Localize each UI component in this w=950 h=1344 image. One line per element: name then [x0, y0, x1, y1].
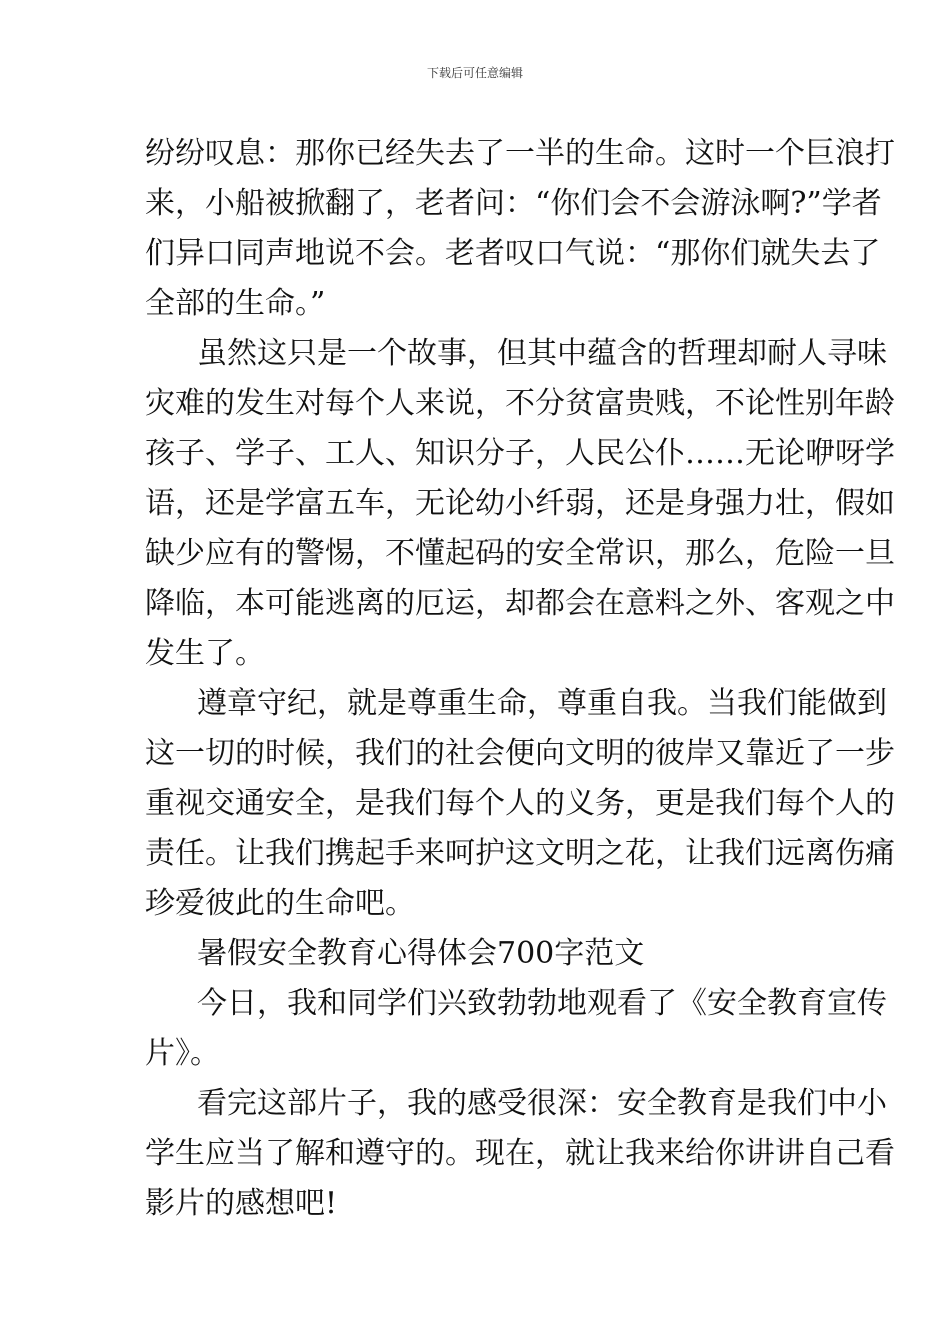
text-line: 重视交通安全，是我们每个人的义务，更是我们每个人的: [145, 786, 895, 821]
text-line: 学生应当了解和遵守的。现在，就让我来给你讲讲自己看: [145, 1136, 895, 1171]
text-line: 遵章守纪，就是尊重生命，尊重自我。当我们能做到: [197, 686, 887, 721]
paragraph-obey-rules: [145, 679, 895, 929]
text-line: 责任。让我们携起手来呵护这文明之花，让我们远离伤痛: [145, 836, 895, 871]
text-line: 虽然这只是一个故事，但其中蕴含的哲理却耐人寻味: [197, 336, 887, 371]
paragraph-disaster-reflection: [145, 329, 895, 679]
section-heading: [145, 929, 810, 979]
text-line: 们异口同声地说不会。老者叹口气说：“那你们就失去了: [145, 236, 881, 271]
text-line: 发生了。: [145, 636, 265, 671]
text-line: 来，小船被掀翻了，老者问：“你们会不会游泳啊?”学者: [145, 186, 882, 221]
text-line: 今日，我和同学们兴致勃勃地观看了《安全教育宣传: [197, 986, 887, 1021]
page-header: 下载后可任意编辑: [426, 66, 523, 80]
section-title: 暑假安全教育心得体会700字范文: [197, 936, 645, 971]
text-line: 这一切的时候，我们的社会便向文明的彼岸又靠近了一步: [145, 736, 895, 771]
text-line: 语，还是学富五车，无论幼小纤弱，还是身强力壮，假如: [145, 486, 895, 521]
text-line: 珍爱彼此的生命吧。: [145, 886, 415, 921]
text-line: 孩子、学子、工人、知识分子，人民公仆……无论咿呀学: [145, 436, 895, 471]
text-line: 看完这部片子，我的感受很深：安全教育是我们中小: [197, 1086, 887, 1121]
paragraph-watched-film: [145, 979, 887, 1079]
text-line: 影片的感想吧!: [145, 1186, 338, 1221]
text-line: 降临，本可能逃离的厄运，却都会在意料之外、客观之中: [145, 586, 895, 621]
text-line: 灾难的发生对每个人来说，不分贫富贵贱，不论性别年龄: [145, 386, 895, 421]
paragraph-story-ending: [145, 129, 895, 329]
document-body: [145, 129, 895, 1229]
text-line: 纷纷叹息：那你已经失去了一半的生命。这时一个巨浪打: [145, 136, 895, 171]
paragraph-feelings: [145, 1079, 895, 1229]
text-line: 片》。: [145, 1036, 220, 1071]
text-line: 全部的生命。”: [145, 286, 326, 321]
text-line: 缺少应有的警惕，不懂起码的安全常识，那么，危险一旦: [145, 536, 895, 571]
